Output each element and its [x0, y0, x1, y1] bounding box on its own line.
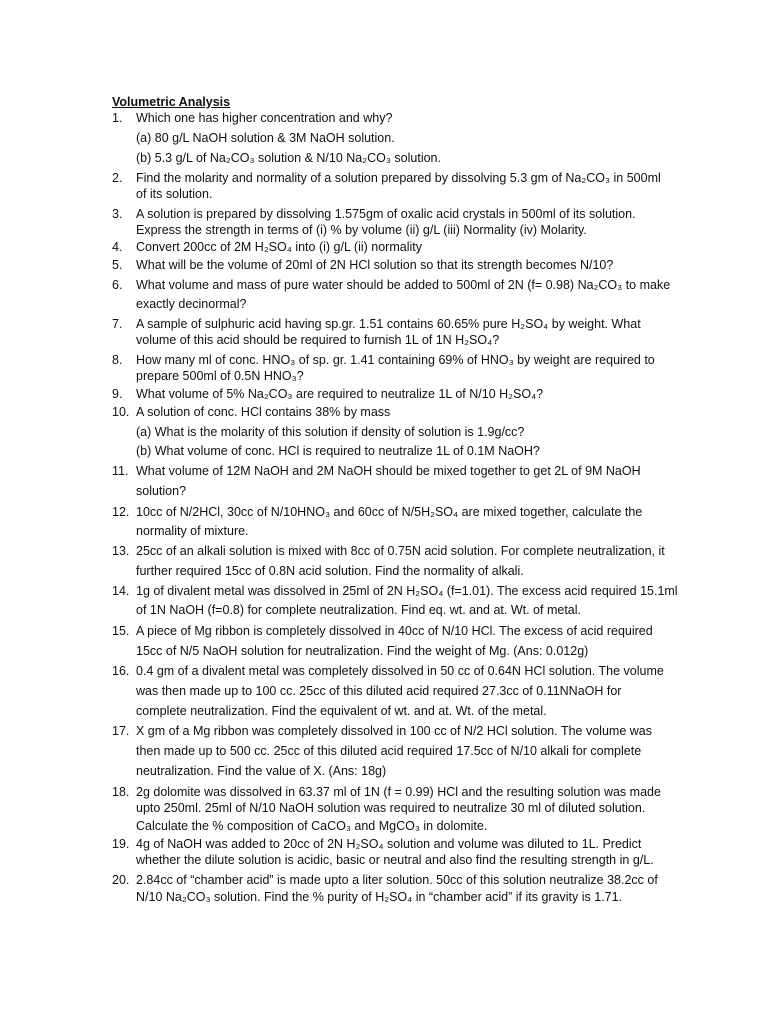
question-text: Find the molarity and normality of a solution prepared by dissolving 5.3 gm of Na₂CO₃ in 500ml [136, 171, 661, 185]
question-number: 5. [112, 258, 123, 272]
question-text: What volume and mass of pure water should be added to 500ml of 2N (f= 0.98) Na₂CO₃ to make [136, 278, 671, 292]
question-text: (a) 80 g/L NaOH solution & 3M NaOH solution. [136, 131, 395, 145]
question-text: Convert 200cc of 2M H₂SO₄ into (i) g/L (ii) normality [136, 240, 422, 254]
question-number: 2. [112, 171, 123, 185]
question-number: 19. [112, 837, 130, 851]
question-text: (b) 5.3 g/L of Na₂CO₃ solution & N/10 Na₂CO₃ solution. [136, 151, 441, 165]
question-text: A solution is prepared by dissolving 1.575gm of oxalic acid crystals in 500ml of its solution. [136, 207, 636, 221]
question-text: exactly decinormal? [136, 297, 247, 311]
question-text: neutralization. Find the value of X. (Ans: 18g) [136, 764, 387, 778]
question-number: 17. [112, 724, 130, 738]
question-text: 4g of NaOH was added to 20cc of 2N H₂SO₄ solution and volume was diluted to 1L. Predict [136, 837, 642, 851]
question-text: A sample of sulphuric acid having sp.gr. 1.51 contains 60.65% pure H₂SO₄ by weight. What [136, 317, 641, 331]
question-text: prepare 500ml of 0.5N HNO₃? [136, 369, 304, 383]
question-text: upto 250ml. 25ml of N/10 NaOH solution was required to neutralize 30 ml of diluted solution. [136, 801, 646, 815]
question-text: A piece of Mg ribbon is completely dissolved in 40cc of N/10 HCl. The excess of acid required [136, 624, 653, 638]
question-number: 15. [112, 624, 130, 638]
question-number: 14. [112, 584, 130, 598]
question-text: 2g dolomite was dissolved in 63.37 ml of 1N (f = 0.99) HCl and the resulting solution was made [136, 785, 661, 799]
question-text: N/10 Na₂CO₃ solution. Find the % purity of H₂SO₄ in “chamber acid” if its gravity is 1.71. [136, 890, 623, 904]
question-number: 3. [112, 207, 123, 221]
question-text: X gm of a Mg ribbon was completely dissolved in 100 cc of N/2 HCl solution. The volume was [136, 724, 652, 738]
question-text: 25cc of an alkali solution is mixed with 8cc of 0.75N acid solution. For complete neutralization, it [136, 544, 665, 558]
question-number: 20. [112, 873, 130, 887]
question-text: (a) What is the molarity of this solution if density of solution is 1.9g/cc? [136, 425, 525, 439]
question-text: 10cc of N/2HCl, 30cc of N/10HNO₃ and 60cc of N/5H₂SO₄ are mixed together, calculate the [136, 505, 643, 519]
question-text: complete neutralization. Find the equivalent of wt. and at. Wt. of the metal. [136, 704, 547, 718]
question-text: What volume of 5% Na₂CO₃ are required to neutralize 1L of N/10 H₂SO₄? [136, 387, 544, 401]
question-number: 9. [112, 387, 123, 401]
question-text: Calculate the % composition of CaCO₃ and MgCO₃ in dolomite. [136, 819, 488, 833]
question-number: 12. [112, 505, 130, 519]
question-text: volume of this acid should be required to furnish 1L of 1N H₂SO₄? [136, 333, 500, 347]
question-number: 7. [112, 317, 123, 331]
question-text: was then made up to 100 cc. 25cc of this diluted acid required 27.3cc of 0.11NNaOH for [136, 684, 622, 698]
question-text: What volume of 12M NaOH and 2M NaOH should be mixed together to get 2L of 9M NaOH [136, 464, 641, 478]
question-text: further required 15cc of 0.8N acid solution. Find the normality of alkali. [136, 564, 524, 578]
question-text: Express the strength in terms of (i) % by volume (ii) g/L (iii) Normality (iv) Molarity. [136, 223, 587, 237]
question-text: then made up to 500 cc. 25cc of this diluted acid required 17.5cc of N/10 alkali for complete [136, 744, 642, 758]
question-text: of its solution. [136, 187, 213, 201]
question-text: whether the dilute solution is acidic, basic or neutral and also find the resulting strength in g/L. [136, 853, 654, 867]
question-text: How many ml of conc. HNO₃ of sp. gr. 1.41 containing 69% of HNO₃ by weight are required to [136, 353, 655, 367]
question-number: 16. [112, 664, 130, 678]
question-text: 2.84cc of “chamber acid” is made upto a liter solution. 50cc of this solution neutralize 38.2cc of [136, 873, 658, 887]
question-text: normality of mixture. [136, 524, 249, 538]
question-text: Which one has higher concentration and why? [136, 111, 393, 125]
question-number: 13. [112, 544, 130, 558]
question-text: 0.4 gm of a divalent metal was completely dissolved in 50 cc of 0.64N HCl solution. The volume [136, 664, 664, 678]
question-number: 8. [112, 353, 123, 367]
question-text: solution? [136, 484, 187, 498]
question-text: What will be the volume of 20ml of 2N HCl solution so that its strength becomes N/10? [136, 258, 614, 272]
question-text: 15cc of N/5 NaOH solution for neutralization. Find the weight of Mg. (Ans: 0.012g) [136, 644, 589, 658]
question-number: 18. [112, 785, 130, 799]
question-text: of 1N NaOH (f=0.8) for complete neutralization. Find eq. wt. and at. Wt. of metal. [136, 603, 581, 617]
question-number: 4. [112, 240, 123, 254]
question-text: 1g of divalent metal was dissolved in 25ml of 2N H₂SO₄ (f=1.01). The excess acid required 15.1ml [136, 584, 678, 598]
question-number: 10. [112, 405, 130, 419]
question-number: 11. [112, 464, 129, 478]
question-number: 6. [112, 278, 123, 292]
document-title: Volumetric Analysis [112, 95, 231, 109]
question-text: (b) What volume of conc. HCl is required to neutralize 1L of 0.1M NaOH? [136, 444, 540, 458]
question-number: 1. [112, 111, 123, 125]
question-text: A solution of conc. HCl contains 38% by mass [136, 405, 391, 419]
